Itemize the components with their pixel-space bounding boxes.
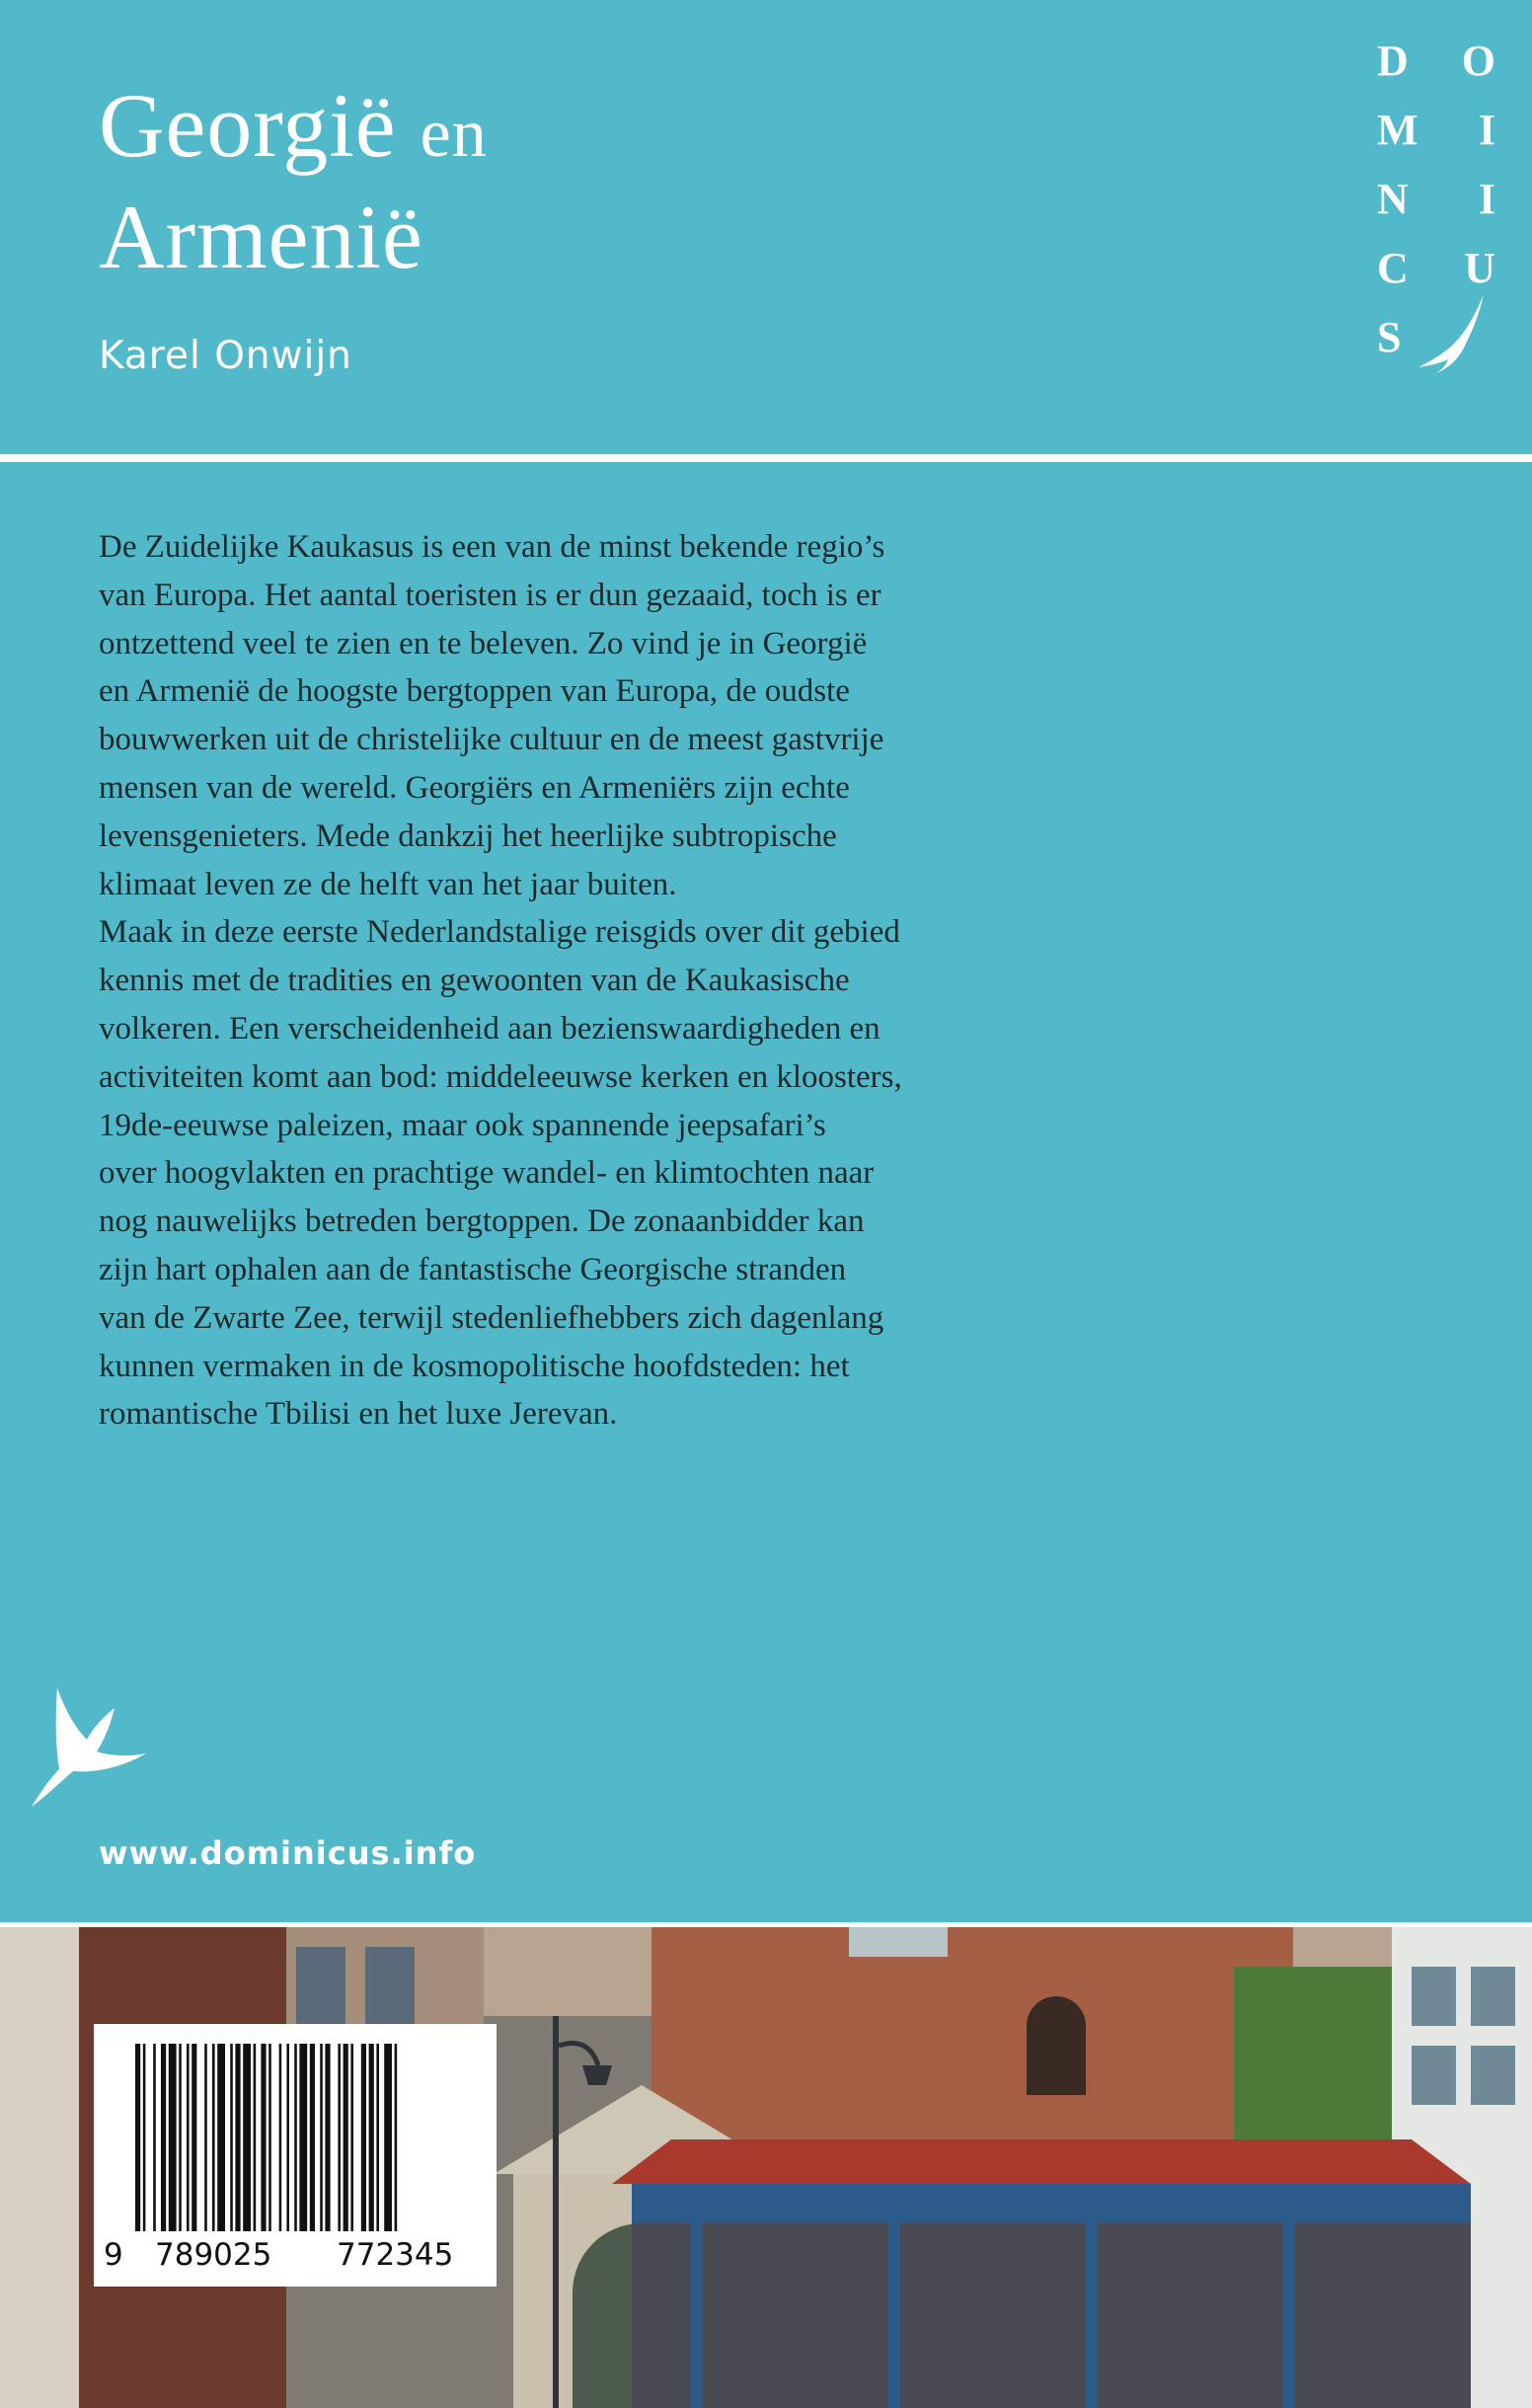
- bird-logo-icon: [28, 1688, 156, 1817]
- logo-row: [1377, 174, 1495, 224]
- barcode-bar: [268, 2044, 271, 2231]
- barcode-bar: [279, 2044, 282, 2231]
- barcode-bar: [204, 2044, 207, 2231]
- logo-letter: I: [1478, 106, 1495, 154]
- blurb-line: kunnen vermaken in de kosmopolitische hoofdsteden: het: [99, 1348, 850, 1384]
- logo-row: [1377, 105, 1495, 155]
- barcode-bar: [299, 2044, 307, 2231]
- barcode-bar: [369, 2044, 374, 2231]
- blurb-line: activiteiten komt aan bod: middeleeuwse kerken en kloosters,: [99, 1058, 902, 1095]
- logo-letter: N: [1377, 175, 1409, 223]
- barcode-bar: [143, 2044, 146, 2231]
- bird-icon: [1417, 294, 1486, 373]
- blurb-line: bouwwerken uit de christelijke cultuur en de meest gastvrije: [99, 722, 884, 758]
- blurb-line: De Zuidelijke Kaukasus is een van de minst bekende regio’s: [99, 529, 885, 565]
- barcode-bar: [384, 2044, 392, 2231]
- barcode-bar: [243, 2044, 251, 2231]
- website-url: www.dominicus.info: [99, 1834, 477, 1872]
- blurb-line: levensgenieters. Mede dankzij het heerlijke subtropische: [99, 817, 837, 854]
- logo-letter: D: [1377, 37, 1409, 85]
- barcode-bar: [161, 2044, 166, 2231]
- blurb-line: volkeren. Een verscheidenheid aan bezienswaardigheden en: [99, 1010, 881, 1047]
- blurb-line: ontzettend veel te zien en te beleven. Zo vind je in Georgië: [99, 625, 868, 661]
- barcode-bar: [235, 2044, 240, 2231]
- barcode-bar: [212, 2044, 215, 2231]
- barcode-bar: [254, 2044, 257, 2231]
- publisher-logo: [1377, 36, 1505, 381]
- blurb-line: klimaat leven ze de helft van het jaar buiten.: [99, 866, 677, 902]
- barcode-bar: [153, 2044, 156, 2231]
- barcode-bar: [179, 2044, 182, 2231]
- isbn-group-2: 772345: [337, 2237, 454, 2273]
- blurb-line: kennis met de tradities en gewoonten van de Kaukasische: [99, 963, 850, 999]
- top-divider: [0, 454, 1532, 462]
- barcode-bars: [94, 2024, 497, 2237]
- logo-letter: U: [1464, 244, 1495, 292]
- author-name: Karel Onwijn: [99, 334, 352, 378]
- isbn-group-1: 789025: [155, 2237, 272, 2273]
- barcode-bar: [261, 2044, 266, 2231]
- logo-letter: S: [1377, 313, 1402, 361]
- barcode-bar: [350, 2044, 353, 2231]
- blurb-line: van de Zwarte Zee, terwijl stedenliefhebbers zich dagenlang: [99, 1299, 884, 1336]
- logo-letter: C: [1377, 244, 1409, 292]
- barcode: [94, 2024, 497, 2287]
- logo-row: [1377, 243, 1495, 293]
- title-word-en: en: [420, 96, 488, 172]
- blurb-text: [99, 523, 1165, 1438]
- blurb-line: mensen van de wereld. Georgiërs en Armeniërs zijn echte: [99, 769, 850, 806]
- barcode-bar: [169, 2044, 177, 2231]
- logo-letter: M: [1377, 106, 1418, 154]
- blurb-line: over hoogvlakten en prachtige wandel- en klimtochten naar: [99, 1155, 875, 1192]
- barcode-bar: [325, 2044, 330, 2231]
- title-word-armenie: Armenië: [99, 187, 423, 287]
- barcode-bar: [310, 2044, 315, 2231]
- logo-letter: I: [1478, 175, 1495, 223]
- barcode-bar: [192, 2044, 196, 2231]
- book-title: [99, 74, 488, 288]
- barcode-bar: [217, 2044, 225, 2231]
- barcode-bar: [294, 2044, 297, 2231]
- isbn-number: [94, 2237, 497, 2277]
- blurb-line: zijn hart ophalen aan de fantastische Georgische stranden: [99, 1251, 847, 1287]
- barcode-bar: [344, 2044, 348, 2231]
- logo-row: [1377, 36, 1495, 86]
- logo-letter: O: [1461, 37, 1495, 85]
- blurb-line: romantische Tbilisi en het luxe Jerevan.: [99, 1396, 618, 1433]
- barcode-bar: [395, 2044, 398, 2231]
- barcode-bar: [230, 2044, 233, 2231]
- blurb-line: en Armenië de hoogste bergtoppen van Europa, de oudste: [99, 673, 850, 710]
- barcode-bar: [361, 2044, 366, 2231]
- isbn-prefix: 9: [104, 2237, 123, 2273]
- blurb-line: Maak in deze eerste Nederlandstalige reisgids over dit gebied: [99, 914, 900, 951]
- barcode-bar: [286, 2044, 289, 2231]
- blurb-line: 19de-eeuwse paleizen, maar ook spannende jeepsafari’s: [99, 1107, 826, 1143]
- barcode-bar: [338, 2044, 341, 2231]
- title-word-georgie: Georgië: [99, 75, 397, 176]
- barcode-bar: [187, 2044, 190, 2231]
- blurb-line: van Europa. Het aantal toeristen is er dun gezaaid, toch is er: [99, 577, 881, 613]
- barcode-bar: [376, 2044, 379, 2231]
- barcode-bar: [320, 2044, 323, 2231]
- barcode-bar: [135, 2044, 140, 2231]
- blurb-line: nog nauwelijks betreden bergtoppen. De zonaanbidder kan: [99, 1204, 865, 1240]
